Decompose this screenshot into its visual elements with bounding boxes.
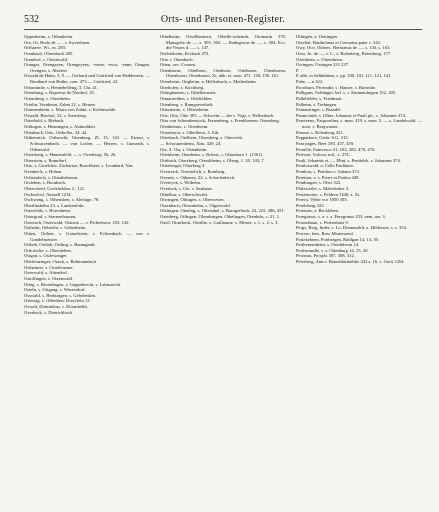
index-entry: Pallelfelder, s. Friedmatt. (296, 95, 343, 101)
index-entry: Ozenbeim, s. Ottentheim. (296, 56, 344, 62)
header-rule (24, 29, 422, 30)
index-column-3 (296, 34, 422, 504)
index-entry: Ottersberg, s. Hennenfeld. — s. Ovenborg. Nr. 26. (24, 152, 117, 158)
index-entry: Orfhaeve, Wi., m. 283. (24, 45, 67, 51)
index-entry: Otto v. Ottenbach. (160, 56, 194, 62)
index-entry: Pacriburn, Piceimbe, s. Hauser, s. Bartoshe. (296, 84, 377, 90)
index-entry: Othelbur, s. Oberschwald. (160, 191, 208, 197)
index-entry: Owy, Oov, Otlrnes, Hermanus de —, s. 143, s. 163. (296, 45, 391, 51)
index-entry: Ottenbeim, Otanheim, s. Robert, s. Ottunhorn 1. (1361). (160, 152, 264, 158)
index-entry: Perrero, lens, Ross Moutesseul. (296, 230, 354, 236)
index-entry: Orlamünde, s. Hennehelleng, 3. Chr. 41. (24, 84, 99, 90)
index-entry: Para pages, Beer 330, 437, 459. (296, 140, 355, 146)
index-entry: Oberlinshelm 23, s. Lambenfoht. (24, 202, 85, 208)
index-entry: Oswald de Hahn, 3, 9. — Gerhard und Gottfried von Heddeneen, — Bernhard von Ruthe, com. 473 — Gottfried, 22. (24, 73, 150, 84)
index-entry: Osswald, s. Herbtingen, s. Gebelenken. (24, 292, 97, 298)
index-entry: Ortelin, Vernheim, Zahni 22, s. Herten. (24, 101, 96, 107)
index-entry: Oswalt, Dominikus, s. Doranhelth. (24, 304, 88, 309)
index-entry: Ostheim, Oeberlin, s. Gebenheim. (24, 225, 87, 231)
index-column-2 (160, 34, 286, 504)
index-entry: Ottinghausen, s. Othelbernsen. (160, 90, 217, 96)
index-entry: Peretton, s. s. Pierrs et Paulus 448. (296, 174, 360, 180)
index-entry: Ozenberg, Otlingen, Olzenburgen, Othelingen, Otenbrlu, s. 21. 1. (160, 214, 281, 219)
index-entry: Overbeck, s. Dietrichbach. (24, 309, 74, 315)
index-entry: Orenbach, Ohrenbach 205. (24, 50, 74, 56)
index-entry: Penilorwald, a. Celle Paullaner. (296, 163, 354, 169)
index-entry: Ottenberg, s. Ramgraveshelt. (160, 101, 214, 107)
index-entry: Pottekebnen, Pottbergen, Baldgan 14, 14, 30. (296, 236, 380, 242)
index-entry: Otto, s. Gruelcker, Zachariae, Buochbeer, s. Leonhard, Nur. (24, 163, 134, 169)
index-entry: Orteg, s. Bosenhagen, s. Geppebrecht, s. Lahnsreich. (24, 281, 122, 287)
index-entry: Oschwang, s. Othenshen, s. Alerlage, 78. (24, 197, 100, 203)
index-entry: Oscherforf, Neusell 1234. (24, 191, 72, 197)
index-entry: Otzeltal, Bartholmae et Conradus pater s. 343. (296, 39, 382, 45)
index-entry: Paroteeno, Pasgroelina, s. mon. 419. s. mon. 5. — s. Landelwald. — mon. s. Bergwasser. (296, 118, 422, 129)
index-entry: Oswald, Bischof, 33, s. Sternberg. (24, 112, 87, 118)
index-entry: Paseue, s. Rolenborg 321. (296, 129, 344, 135)
index-entry: Othelheim, Orsellheimen, Othelle-scheimb, Otomarin 378, Mansgebe de —, s. 303, 303. — Radegertus de —, s. 304. Ecc. die Vesars d. —, s. 147. (160, 34, 286, 51)
index-entry: Overlack, s. Ost. s. Sarthaus. (160, 185, 213, 191)
index-entry: Palheim, s. Trebingen. (296, 101, 338, 107)
running-title: Orts- und Personen-Register. (160, 14, 286, 25)
index-entry: Pauli, Johannis et —, Mini, s. Penitelsh, s. Johannes 374. (296, 157, 401, 163)
index-entry: Ovenbeck, s. Hohen. (24, 169, 63, 174)
index-entry: Ostertag, s. Offenbert, Dreyffeln 13. (24, 298, 91, 304)
index-entry: P. (296, 67, 300, 73)
index-entry: Osterwald, s. Altendorf. (24, 270, 69, 276)
index-entry: P. abb. in Sehlnhnim, s. pp. 100, 101, 111, 121, 141. (296, 73, 392, 79)
index-entry: Overreich, Ovenrelich, s. Romberg. (160, 169, 226, 174)
index-entry: Ostergrad, s. Sternenhausen. (24, 214, 77, 219)
index-entry: Pabe, —n 322. (296, 79, 324, 84)
index-entry: Otrenbeyst, s. Othelbern, 3. Zib. (160, 129, 220, 135)
index-entry: Perera, Veleir vor 1050 303. (296, 197, 348, 203)
index-entry: Pessenhaun, s. Peshesbaer 9. (296, 219, 349, 225)
index-entry: Oppenheim, s. Othenheim. (24, 34, 74, 39)
index-entry: Ortemberg, s. Ortenheim. (24, 95, 71, 101)
index-entry: Pepparkore, Gisbr. S.G. 315. (296, 135, 349, 141)
index-entry: Ottenbach, Otto, Orthofler, 34. 44. (24, 129, 88, 135)
index-entry: Ortenburg, s. Rupertus de Northof, 35. (24, 90, 95, 96)
index-entry: Osteln, s. Ortgang, s. Winzerdorf. (24, 287, 86, 293)
index-entry: Oberleuzinger, Ozeck, s. Bohmannlach. (24, 259, 98, 264)
index-entry: Osiel, Otarrbeck, Otirdlie, s. Guillaume, s. Mimer, s. 1, s. 2, s. 3. (160, 219, 279, 225)
index-entry: Palligans, Soldinger, bzl. s. s. Emmendingen 152, 205. (296, 90, 397, 96)
index-entry: Owingen, Owingen 231 237. (296, 62, 350, 68)
index-entry: Ochsenloch, s. Otnathshusen. (24, 174, 79, 180)
index-column-1 (24, 34, 150, 504)
index-entry: Otelsloheim, Krcbach 473. (160, 50, 210, 56)
index-entry: Otz, S. Ost, s. Ostenheim. (160, 146, 208, 152)
index-entry: Perthenemheim, s. Ostelnheun 14. (296, 242, 360, 248)
index-entry: Ostolfingen, s. Otzenwald. (24, 275, 74, 281)
index-entry: Osterhald, s. Riebach. (24, 118, 65, 124)
page-number: 532 (24, 14, 39, 25)
index-entry: Otto von Schmalenstock, Frauenberg, s. Frenkhsesen, Ostenberg. (160, 118, 280, 124)
index-entry: Perennis, a. Beckleben. (296, 208, 339, 214)
index-entry: Peirvon, Vulcon, mil., s. 274. (296, 152, 350, 158)
index-entry: Oveney, s. Otheney, 22, s. Schorlenbech. (160, 174, 236, 180)
index-entry: Peterberg, Ann.s. Benediktiherhlte 443 s. 16, s. Gerit 1454. (296, 259, 405, 264)
index-entry: Peronon, Perayla 307, 308, 312. (296, 253, 355, 259)
index-entry: Ore, Or, Bodo de — , s. Swerehaen. (24, 39, 91, 45)
index-entry: Penthingen, s. Ober 322. (296, 180, 342, 186)
index-entry: Perthwandle, s. s. Ottenburg 14, 15, 20. (296, 247, 369, 253)
index-entry: Ottenbaern, Ottelhern, Otenhern, Ottebaren, Ottenboren, Ottenboren, Ottenburen, Xi, ahb. et. mon. 471. 138, 150, 161. (160, 67, 286, 79)
index-entry: Ottersheim, s. Othersheim. (160, 107, 210, 113)
index-entry: Otwingen, Otlingen, s. Oberwesen. (160, 197, 225, 203)
page-header (24, 14, 422, 28)
index-entry: — Schwanenheim, Xim. 320, 24. (160, 140, 222, 146)
index-entry: Peregrinus, s. a. s. s. Peregrinus 253, nem. aer. 3. (296, 214, 386, 219)
index-entry: Otterstein, s. Bonndorf. (24, 157, 68, 163)
index-entry: Paranciniel, s. Olber, Johannis et Pauli pb., s. Johannes 374. (296, 112, 407, 118)
index-entry: Pearelle, Francesco 21, 162, 282, 470, 470. (296, 146, 376, 152)
index-entry: Otmarrtelden, s. Ottelfelden. (160, 95, 213, 101)
index-entry: Otzlingen, Otenlng, s. Oltenabel, s. Barngerbach, 23, 225, 286, 351. (160, 208, 285, 214)
index-entry: Otterbach, Otelbern, Ottersberg, s. Ottervieh. (160, 135, 243, 141)
index-entry: Ortlofsche, s. Obersleben. (24, 247, 72, 253)
index-entry: Ottenheim, Ortgheim, a. Hellenbach, s. Matherheim. (160, 79, 257, 84)
index-entry: Pfalzweiler, s. Malerhuber 3. (296, 185, 350, 191)
index-entry: Orsleben, s. Bornbach. (24, 180, 66, 186)
index-entry: Otlingen, a. Oettingen. (296, 34, 338, 39)
index-entry: Pergs, Breg, Inder, s. Lo. Donnaselrh, a. Hilderaus, s. s. 354. (296, 225, 408, 231)
index-entry: Otten, oec. Conrest. (160, 62, 197, 68)
index-entry: Penthou, s. Penthou s. Johann 374. (296, 169, 360, 174)
index-entry: Oberviertel, Grolzhelden, L. 121. (24, 185, 86, 191)
index-entry: Pestenreiter, s. Feldern 1440, s. Xi. (296, 191, 361, 197)
index-entry: Ozio, Jo. de —, s. L., s. Rolenberg, Rotenberg, 177. (296, 50, 392, 56)
index-entry: Ottehofen, s. Kirchberg. (160, 84, 205, 90)
index-entry: Otzenbach, Ottsenbelm, s. Otgenwald. (160, 202, 231, 208)
index-entry: Oranges, Orengeyen, Orengeyens, -wene, -ewis, -enne, Orngen, Orengen, s. Abteien. (24, 62, 150, 73)
index-entry: Ortlieb, Ortlieb, Ortling, s. Baumgardt. (24, 242, 96, 248)
index-entry: Ottlingen, s. Henningen, s. Antinolden. (24, 124, 96, 129)
index-entry: Osterfelds, s. Horenheim. (24, 208, 72, 214)
index-entry: Otts, Otto, Otto 305 — Schwein — der s. Vogt, v. Hellenbach. (160, 112, 275, 118)
index-entry: Otenheimer, s. Ottenheim. (160, 124, 209, 129)
index-entry: Pantansinger, s. Brandel. (296, 107, 342, 113)
index-entry: Ostgau, s. Ostlewanger. (24, 253, 68, 259)
index-entry: Osannenheim, s. Maria von Zahni, s. Kiehnwalde. (24, 107, 117, 113)
index-entry: Othen, Orthen, s. Grauelstein, s. Echtenbach. — von s. Gundelmeister. (24, 230, 150, 242)
index-entry: Orendorf, s. Ostenwald. (24, 56, 69, 62)
index-entry: Ottrbach, Otorzberg, Otershheim, s. Oberg. 1. 20. 143, 7. (160, 157, 265, 163)
index-entry: Pereleberg 323. (296, 202, 325, 208)
index-entry: Overeyck, s. Wilhelm. (160, 180, 202, 186)
index-entry: Ostheimer, s. Osterleuzner. (24, 264, 74, 270)
index-entry: Otterbergel, Otterberg 4. (160, 163, 206, 169)
index-entry: Ostenach, Osterwald, Ostrack — s. Pickerborn, 103, 143. (24, 219, 130, 225)
index-entry: Ottheinrich, Orthoscht, Ottenburg, Zl. 15, 120. — Ernest, s. Schwarzenbach. — von Lotten. — Herren, s. Gumrath, s. Odenwald. (24, 135, 150, 152)
